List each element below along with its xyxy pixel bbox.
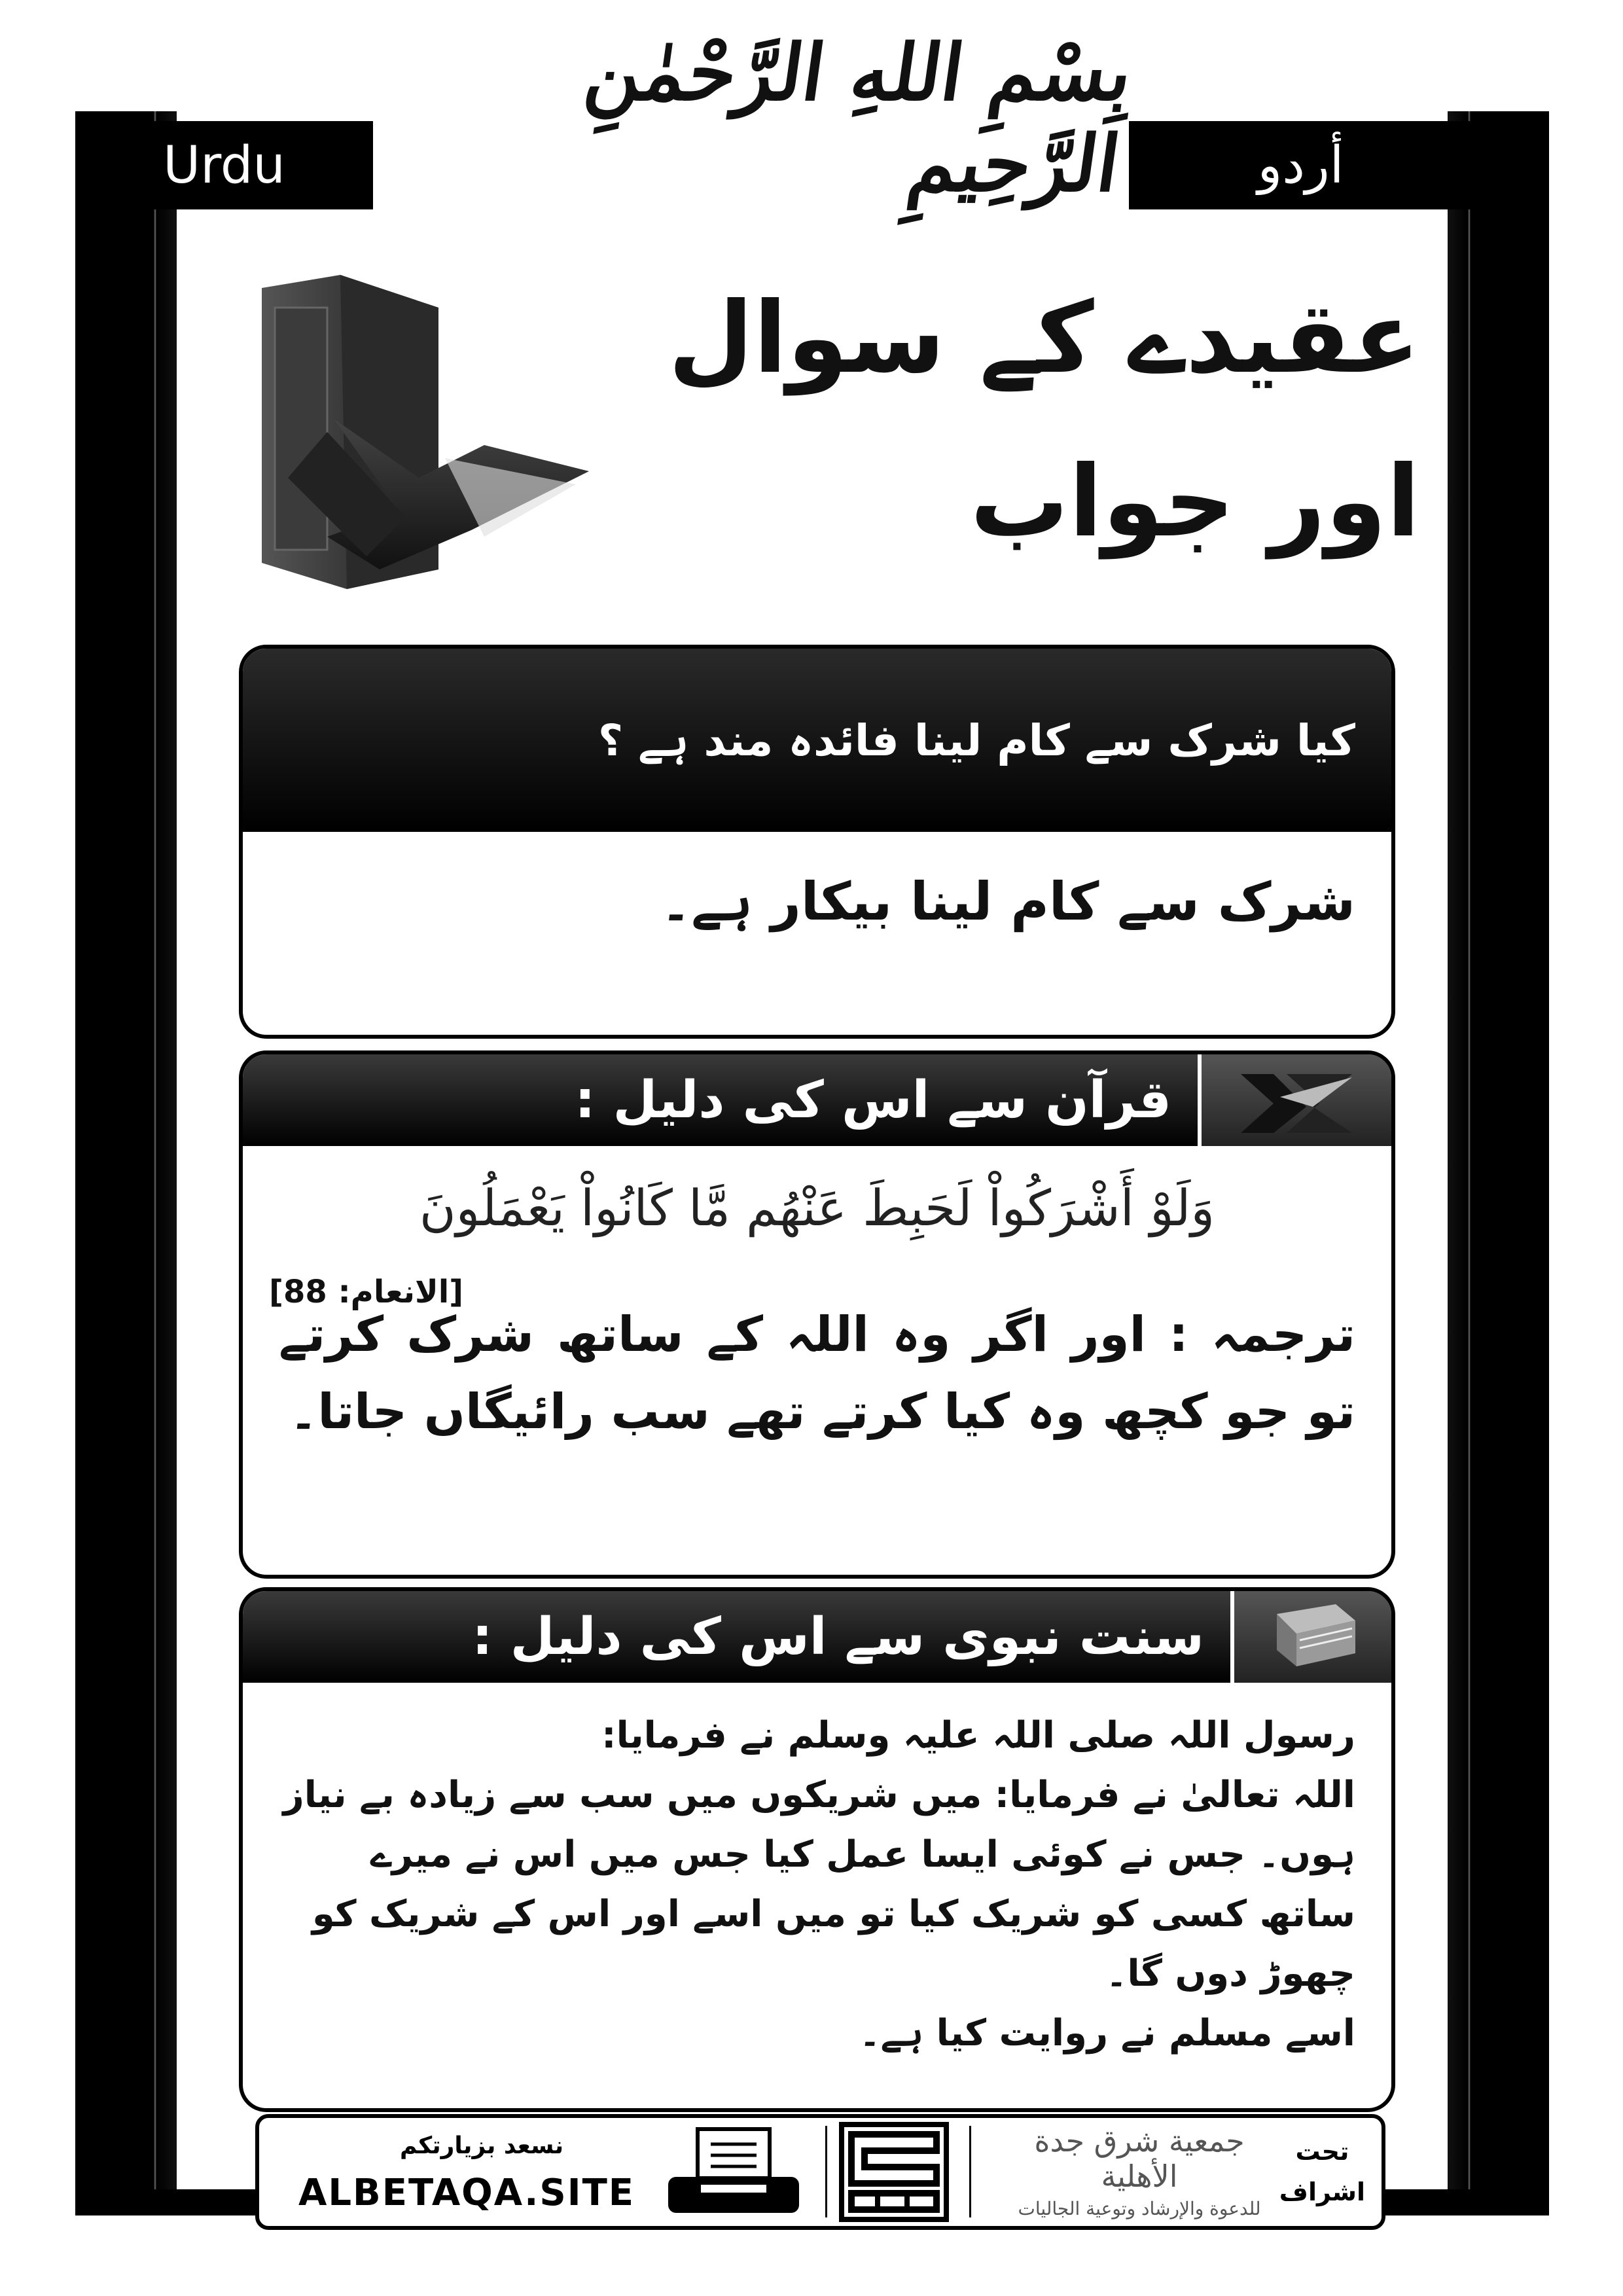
supervision-line2: اشراف: [1279, 2178, 1365, 2206]
question-text: کیا شرک سے کام لینا فائدہ مند ہے ؟: [597, 715, 1355, 766]
organization-name: جمعية شرق جدة الأهلية: [1034, 2123, 1245, 2194]
question-header: [243, 649, 1391, 832]
page-title-line2: اور جواب: [970, 445, 1420, 559]
hadith-source: اسے مسلم نے روایت کیا ہے۔: [859, 2012, 1355, 2054]
organization-subtitle: للدعوة والإرشاد وتوعية الجاليات: [1018, 2198, 1261, 2219]
question-card: [239, 645, 1395, 1039]
website-link[interactable]: ALBETAQA.SITE: [298, 2172, 635, 2214]
book-icon: [1230, 1591, 1391, 1683]
frame-right-border: [1448, 111, 1549, 2215]
hadith-text-block: [243, 1683, 1391, 2063]
organization-logo: [999, 2123, 1280, 2221]
ayah-translation: ترجمہ : اور اگر وہ اللہ کے ساتھ شرک کرتے تو جو کچھ وہ کیا کرتے تھے سب رائیگاں جاتا۔: [279, 1306, 1355, 1440]
quran-ayah: وَلَوْ أَشْرَكُواْ لَحَبِطَ عَنْهُم مَّا كَانُواْ يَعْمَلُونَ: [419, 1179, 1215, 1237]
kufic-logo: [838, 2121, 950, 2223]
quran-section-title: قرآن سے اس کی دلیل :: [575, 1071, 1171, 1130]
sunnah-evidence-card: [239, 1587, 1395, 2112]
supervision-line1: تحت: [1295, 2137, 1349, 2166]
footer-divider: [825, 2126, 827, 2217]
ayah-reference: [الانعام: 88]: [269, 1274, 464, 1310]
quran-section-header: [243, 1054, 1391, 1146]
sunnah-section-title: سنت نبوی سے اس کی دلیل :: [472, 1607, 1204, 1666]
page-title-line1: عقیدے کے سوال: [668, 281, 1420, 395]
hadith-body: اللہ تعالیٰ نے فرمایا: میں شریکوں میں سب سے زیادہ بے نیاز ہوں۔ جس نے کوئی ایسا عمل کیا جس میں اس نے میرے ساتھ کسی کو شریک کیا تو میں اسے اور اس کے شریک کو چھوڑ دوں گا۔: [283, 1774, 1355, 1995]
quran-stand-icon: [249, 262, 602, 602]
sunnah-section-header: [243, 1591, 1391, 1683]
supervision-label: [1279, 2131, 1365, 2212]
footer-bar: [255, 2114, 1385, 2230]
hadith-intro: رسول اللہ صلی اللہ علیہ وسلم نے فرمایا:: [601, 1714, 1355, 1757]
frame-left-border: [75, 111, 177, 2215]
quran-evidence-card: [239, 1050, 1395, 1579]
visit-text: نسعد بزيارتكم: [400, 2132, 564, 2159]
language-tab-urdu: أردو: [1129, 121, 1472, 209]
basmala-calligraphy: بِسْمِ اللهِ الرَّحْمٰنِ الرَّحِيمِ: [579, 27, 1139, 209]
quran-stand-small-icon: [1198, 1054, 1391, 1146]
printer-icon: [662, 2126, 806, 2217]
answer-text: شرک سے کام لینا بیکار ہے۔: [660, 871, 1355, 932]
footer-divider: [969, 2126, 971, 2217]
language-tab-latin: Urdu: [75, 121, 373, 209]
